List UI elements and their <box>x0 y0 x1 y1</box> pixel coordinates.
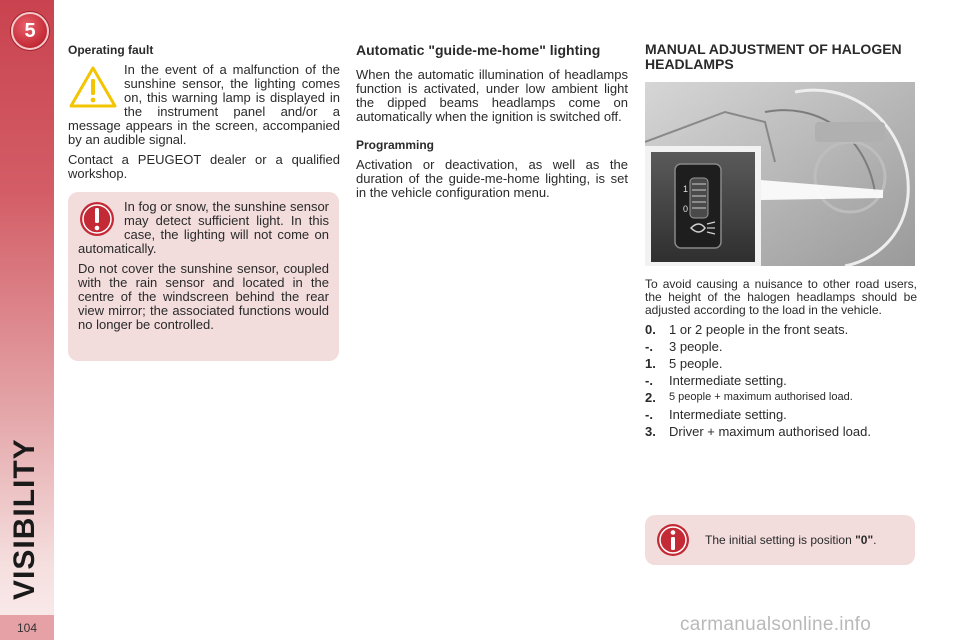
chapter-strip <box>0 0 54 640</box>
headlamp-adjuster-photo <box>645 82 915 266</box>
column-headlamp-adjustment <box>645 38 917 442</box>
setting-item: -. 3 people. <box>645 339 723 354</box>
fog-snow-note: In fog or snow, the sunshine sensor may detect sufficient light. In this case, the lighting will not come on automatically. <box>78 199 329 256</box>
guide-me-home-title: Automatic "guide-me-home" lighting <box>356 42 601 58</box>
chapter-title: VISIBILITY <box>8 438 41 600</box>
setting-item: 0. 1 or 2 people in the front seats. <box>645 322 849 337</box>
headlamp-intro-paragraph: To avoid causing a nuisance to other road users, the height of the halogen headlamps should be adjusted according to the load in the vehicle. <box>645 277 917 317</box>
setting-item: 1. 5 people. <box>645 356 723 371</box>
setting-item: 3. Driver + maximum authorised load. <box>645 424 871 439</box>
initial-setting-text: The initial setting is position "0". <box>705 533 877 547</box>
programming-heading: Programming <box>356 138 435 152</box>
initial-setting-note <box>645 515 915 565</box>
watermark: carmanualsonline.info <box>680 614 872 635</box>
chapter-number-badge: 5 <box>11 12 49 50</box>
exclamation-icon <box>78 200 116 238</box>
column-operating-fault <box>68 38 340 187</box>
do-not-cover-note: Do not cover the sunshine sensor, coupled with the rain sensor and located in the centre of the windscreen behind the rear view mirror; the associated functions would no longer be controlled. <box>78 261 329 332</box>
programming-paragraph: Activation or deactivation, as well as the duration of the guide-me-home lighting, is set in the vehicle configuration menu. <box>356 157 628 200</box>
info-icon <box>655 522 691 558</box>
dial-mark-0: 0 <box>683 204 689 214</box>
headlamp-adjustment-title: MANUAL ADJUSTMENT OF HALOGEN HEADLAMPS <box>645 41 902 72</box>
setting-item: -. Intermediate setting. <box>645 407 787 422</box>
setting-item: -. Intermediate setting. <box>645 373 787 388</box>
page-number: 104 <box>0 615 54 640</box>
headlamp-settings-list <box>645 323 917 438</box>
operating-fault-heading: Operating fault <box>68 43 154 57</box>
column-guide-me-home <box>356 38 628 206</box>
warning-triangle-icon <box>68 65 118 109</box>
setting-item: 2. 5 people + maximum authorised load. <box>645 390 853 405</box>
contact-dealer-paragraph: Contact a PEUGEOT dealer or a qualified workshop. <box>68 152 340 181</box>
dial-mark-1: 1 <box>683 184 689 194</box>
guide-me-home-paragraph: When the automatic illumination of headlamps function is activated, under low ambient light the dipped beams headlamps come on automatically when the ignition is switched off. <box>356 67 628 124</box>
sensor-warning-note <box>68 192 339 361</box>
operating-fault-paragraph: In the event of a malfunction of the sunshine sensor, the lighting comes on, this warning lamp is displayed in the instrument panel and/or a message appears in the screen, accompanied by an audible signal. <box>68 62 340 147</box>
